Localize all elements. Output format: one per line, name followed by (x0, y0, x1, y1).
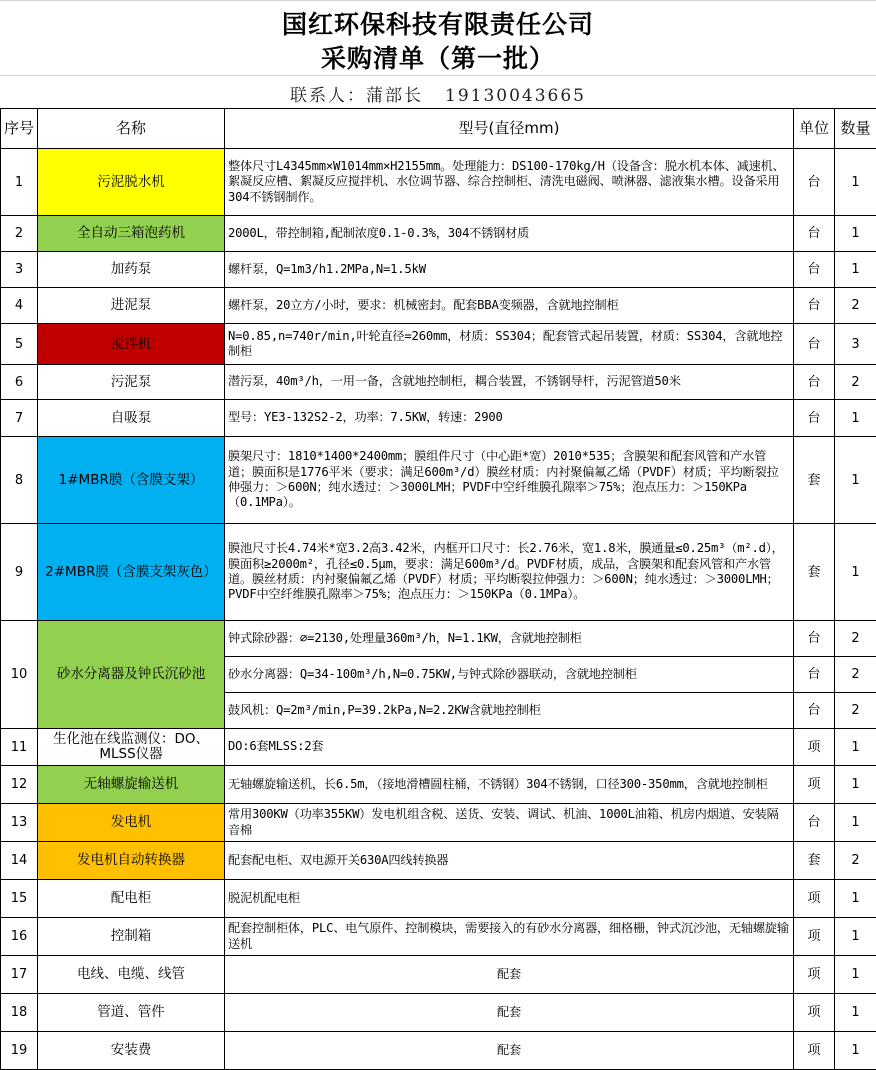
item-spec: 无轴螺旋输送机，长6.5m，（接地滑槽圆柱桶，不锈钢）304不锈钢，口径300-350mm，含就地控制柜 (225, 766, 794, 804)
table-row (1, 729, 876, 766)
contact-phone: 19130043665 (445, 86, 586, 106)
item-unit: 套 (794, 524, 835, 621)
item-spec: 膜池尺寸长4.74米*宽3.2高3.42米，内框开口尺寸：长2.76米，宽1.8米，膜通量≤0.25m³（m².d），膜面积≥2000m²，孔径≤0.5μm，要求：满足600m³/d。PVDF材质，成品，含膜架和配套风管和产水管道。膜丝材质：内衬聚偏氟乙烯（PVDF）材质；平均断裂拉伸强力：＞600N；纯水透过：＞3000LMH；PVDF中空纤维膜孔隙率＞75%；泡点压力：＞150KPa（0.1MPa）。 (225, 524, 794, 621)
item-spec: 螺杆泵，Q=1m3/h1.2MPa,N=1.5kW (225, 252, 794, 288)
row-index: 4 (1, 288, 38, 324)
table-body (1, 149, 876, 1070)
row-index: 5 (1, 324, 38, 365)
item-spec: 2000L，带控制箱,配制浓度0.1-0.3%，304不锈钢材质 (225, 216, 794, 252)
item-qty: 2 (835, 693, 876, 729)
table-row (1, 400, 876, 437)
table-row (1, 437, 876, 524)
item-unit: 台 (794, 657, 835, 693)
table-row (1, 804, 876, 842)
item-spec: 常用300KW（功率355KW）发电机组含税、送货、安装、调试、机油、1000L油箱、机房内烟道、安装隔音棉 (225, 804, 794, 842)
row-index: 1 (1, 149, 38, 216)
table-row (1, 149, 876, 216)
item-spec: 砂水分离器：Q=34-100m³/h,N=0.75KW,与钟式除砂器联动，含就地控制柜 (225, 657, 794, 693)
item-name: 无轴螺旋输送机 (38, 766, 225, 804)
item-qty: 1 (835, 216, 876, 252)
item-name: 控制箱 (38, 918, 225, 956)
item-name: 发电机 (38, 804, 225, 842)
table-row (1, 621, 876, 657)
item-unit: 台 (794, 804, 835, 842)
item-name: 2#MBR膜（含膜支架灰色） (38, 524, 225, 621)
item-unit: 台 (794, 621, 835, 657)
table-row (1, 842, 876, 880)
item-spec: 配套 (225, 1032, 794, 1070)
column-header-name: 名称 (38, 109, 225, 149)
item-name: 发电机自动转换器 (38, 842, 225, 880)
item-unit: 台 (794, 216, 835, 252)
item-unit: 项 (794, 766, 835, 804)
item-spec: 配套 (225, 994, 794, 1032)
item-spec: 膜架尺寸：1810*1400*2400mm；膜组件尺寸（中心距*宽）2010*535；含膜架和配套风管和产水管道；膜面积是1776平米（要求：满足600m³/d）膜丝材质：内衬聚偏氟乙烯（PVDF）材质；平均断裂拉伸强力：＞600N；纯水透过：＞3000LMH；PVDF中空纤维膜孔隙率＞75%；泡点压力：＞150KPa（0.1MPa）。 (225, 437, 794, 524)
item-unit: 台 (794, 365, 835, 400)
item-unit: 台 (794, 149, 835, 216)
item-qty: 1 (835, 524, 876, 621)
item-name: 自吸泵 (38, 400, 225, 437)
row-index: 2 (1, 216, 38, 252)
item-qty: 1 (835, 918, 876, 956)
item-name: 管道、管件 (38, 994, 225, 1032)
row-index: 14 (1, 842, 38, 880)
item-qty: 2 (835, 288, 876, 324)
item-unit: 台 (794, 693, 835, 729)
table-row (1, 880, 876, 918)
row-index: 19 (1, 1032, 38, 1070)
item-qty: 1 (835, 766, 876, 804)
item-name: 配电柜 (38, 880, 225, 918)
item-name: 全自动三箱泡药机 (38, 216, 225, 252)
item-qty: 1 (835, 956, 876, 994)
header-divider (0, 75, 876, 76)
item-name: 进泥泵 (38, 288, 225, 324)
row-index: 11 (1, 729, 38, 766)
item-unit: 项 (794, 956, 835, 994)
item-name: 搅拌机 (38, 324, 225, 365)
column-header-index: 序号 (1, 109, 38, 149)
item-unit: 项 (794, 994, 835, 1032)
item-unit: 台 (794, 324, 835, 365)
item-spec: 整体尺寸L4345mm×W1014mm×H2155mm。处理能力：DS100-170kg/H（设备含：脱水机本体、减速机、絮凝反应槽、絮凝反应搅拌机、水位调节器、综合控制柜、清洗电磁阀、喷淋器、滤液集水槽。设备采用304不锈钢制作。 (225, 149, 794, 216)
company-title: 国红环保科技有限责任公司 (281, 10, 594, 39)
item-unit: 台 (794, 400, 835, 437)
item-name: 污泥脱水机 (38, 149, 225, 216)
row-index: 9 (1, 524, 38, 621)
table-row (1, 365, 876, 400)
list-title: 采购清单（第一批） (320, 44, 555, 73)
item-unit: 套 (794, 437, 835, 524)
row-index: 3 (1, 252, 38, 288)
item-qty: 1 (835, 400, 876, 437)
item-qty: 2 (835, 842, 876, 880)
item-qty: 1 (835, 880, 876, 918)
table-row (1, 288, 876, 324)
item-unit: 项 (794, 729, 835, 766)
table-row (1, 1032, 876, 1070)
item-unit: 项 (794, 918, 835, 956)
row-index: 6 (1, 365, 38, 400)
row-index: 17 (1, 956, 38, 994)
item-spec: 脱泥机配电柜 (225, 880, 794, 918)
item-qty: 1 (835, 804, 876, 842)
item-qty: 1 (835, 994, 876, 1032)
table-row (1, 252, 876, 288)
item-spec: 潜污泵，40m³/h，一用一备，含就地控制柜，耦合装置，不锈钢导杆，污泥管道50米 (225, 365, 794, 400)
item-name: 生化池在线监测仪：DO、MLSS仪器 (38, 729, 225, 766)
contact-name: 蒲部长 (366, 86, 423, 106)
row-index: 7 (1, 400, 38, 437)
table-row (1, 324, 876, 365)
item-spec: 螺杆泵，20立方/小时，要求：机械密封。配套BBA变频器，含就地控制柜 (225, 288, 794, 324)
item-name: 电线、电缆、线管 (38, 956, 225, 994)
table-row (1, 918, 876, 956)
row-index: 8 (1, 437, 38, 524)
table-row (1, 766, 876, 804)
row-index: 10 (1, 621, 38, 729)
item-name: 1#MBR膜（含膜支架） (38, 437, 225, 524)
item-name: 安装费 (38, 1032, 225, 1070)
item-unit: 套 (794, 842, 835, 880)
item-name: 砂水分离器及钟氏沉砂池 (38, 621, 225, 729)
item-qty: 1 (835, 437, 876, 524)
item-spec: DO:6套MLSS:2套 (225, 729, 794, 766)
item-unit: 台 (794, 288, 835, 324)
column-header-unit: 单位 (794, 109, 835, 149)
item-spec: 型号：YE3-132S2-2，功率：7.5KW，转速：2900 (225, 400, 794, 437)
item-spec: N=0.85,n=740r/min,叶轮直径=260mm，材质：SS304；配套管式起吊装置，材质：SS304，含就地控制柜 (225, 324, 794, 365)
item-qty: 1 (835, 1032, 876, 1070)
item-unit: 台 (794, 252, 835, 288)
item-qty: 2 (835, 657, 876, 693)
column-header-qty: 数量 (835, 109, 876, 149)
item-name: 加药泵 (38, 252, 225, 288)
table-row (1, 524, 876, 621)
item-name: 污泥泵 (38, 365, 225, 400)
item-unit: 项 (794, 880, 835, 918)
item-qty: 1 (835, 729, 876, 766)
column-header-spec: 型号(直径mm) (225, 109, 794, 149)
item-spec: 配套配电柜、双电源开关630A四线转换器 (225, 842, 794, 880)
table-row (1, 216, 876, 252)
item-qty: 2 (835, 365, 876, 400)
document-header (0, 0, 876, 108)
row-index: 13 (1, 804, 38, 842)
item-spec: 鼓风机：Q=2m³/min,P=39.2kPa,N=2.2KW含就地控制柜 (225, 693, 794, 729)
table-header-row (1, 109, 876, 149)
row-index: 16 (1, 918, 38, 956)
item-qty: 2 (835, 621, 876, 657)
purchase-table (0, 108, 876, 1070)
row-index: 12 (1, 766, 38, 804)
item-qty: 1 (835, 149, 876, 216)
table-row (1, 956, 876, 994)
item-qty: 1 (835, 252, 876, 288)
item-unit: 项 (794, 1032, 835, 1070)
item-spec: 钟式除砂器：∅=2130,处理量360m³/h，N=1.1KW，含就地控制柜 (225, 621, 794, 657)
item-spec: 配套控制柜体，PLC、电气原件、控制模块，需要接入的有砂水分离器，细格栅，钟式沉沙池，无轴螺旋输送机 (225, 918, 794, 956)
table-row (1, 994, 876, 1032)
row-index: 18 (1, 994, 38, 1032)
contact-label: 联系人： (290, 86, 366, 106)
item-qty: 3 (835, 324, 876, 365)
row-index: 15 (1, 880, 38, 918)
contact-line (0, 81, 876, 106)
item-spec: 配套 (225, 956, 794, 994)
